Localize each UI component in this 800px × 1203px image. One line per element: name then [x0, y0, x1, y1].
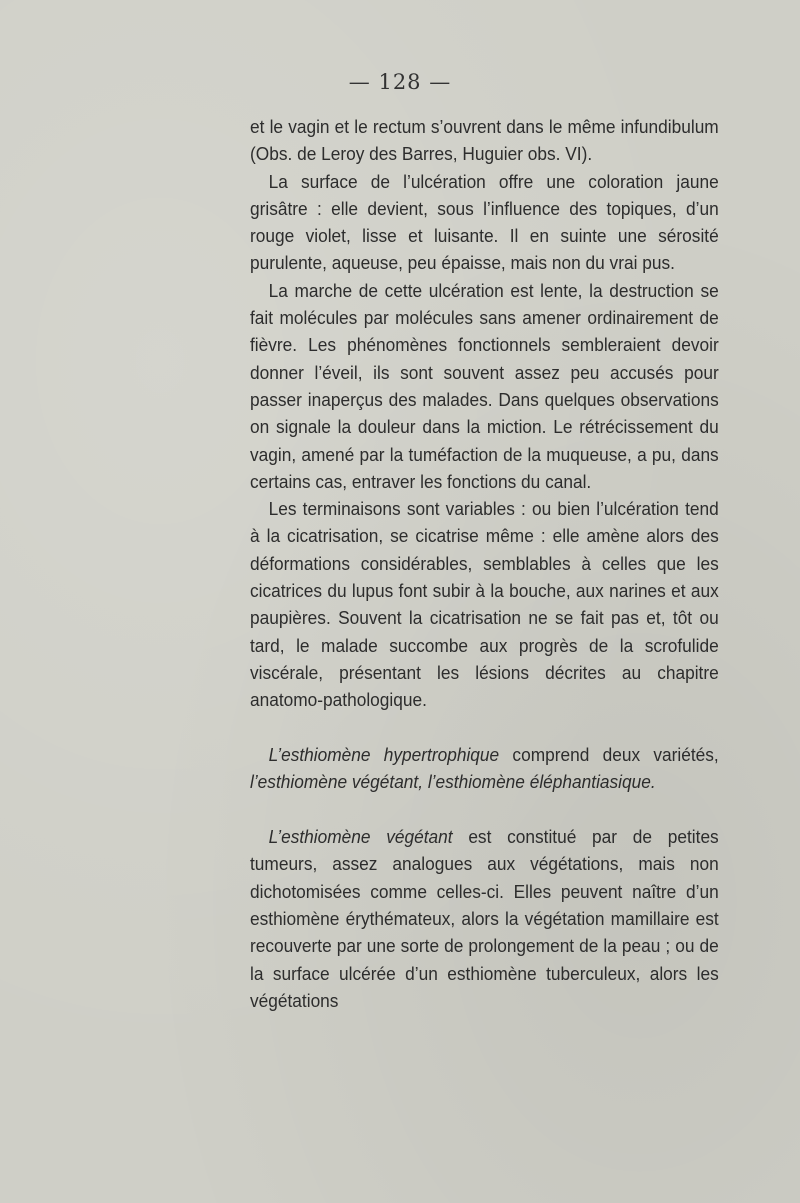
paragraph-5-italic-tail: l’esthiomène végétant, l’esthiomène éléphantiasique.	[250, 770, 656, 792]
paragraph-6-text: est constitué par de petites tumeurs, assez analogues aux végétations, mais non dichotomisées comme celles-ci. Elles peuvent naître d’un esthiomène érythémateux, alors la végétation mamillaire est recouverte par une sorte de prolongement de la peau ; ou de la surface ulcérée d’un esthiomène tuberculeux, alors les végétations	[250, 826, 719, 1011]
paragraph-5-text: comprend deux variétés,	[499, 743, 719, 765]
paragraph-6	[250, 823, 719, 1014]
paragraph-2: La surface de l’ulcération offre une coloration jaune grisâtre : elle devient, sous l’influence des topiques, d’un rouge violet, lisse et luisante. Il en suinte une sérosité purulente, aqueuse, peu épaisse, mais non du vrai pus.	[250, 170, 719, 274]
page-body-text	[250, 113, 719, 1014]
paragraph-6-italic-lead: L’esthiomène végétant	[268, 826, 453, 848]
paragraph-4: Les terminaisons sont variables : ou bien l’ulcération tend à la cicatrisation, se cicatrise même : elle amène alors des déformations considérables, semblables à celles que les cicatrices du lupus font subir à la bouche, aux narines et aux paupières. Souvent la cicatrisation ne se fait pas et, tôt ou tard, le malade succombe aux progrès de la scrofulide viscérale, présentant les lésions décrites au chapitre anatomo-pathologique.	[250, 498, 719, 711]
paragraph-1: et le vagin et le rectum s’ouvrent dans le même infundibulum (Obs. de Leroy des Barres, Huguier obs. VI).	[250, 116, 719, 165]
page-number: — 128 —	[348, 70, 452, 94]
paragraph-3: La marche de cette ulcération est lente, la destruction se fait molécules par molécules sans amener ordinairement de fièvre. Les phénomènes fonctionnels sembleraient devoir donner l’éveil, ils sont souvent assez peu accusés pour passer inaperçus des malades. Dans quelques observations on signale la douleur dans la miction. Le rétrécissement du vagin, amené par la tuméfaction de la muqueuse, a pu, dans certains cas, entraver les fonctions du canal.	[250, 279, 719, 492]
paragraph-5	[250, 741, 719, 796]
paragraph-5-italic-lead: L’esthiomène hypertrophique	[268, 743, 500, 765]
